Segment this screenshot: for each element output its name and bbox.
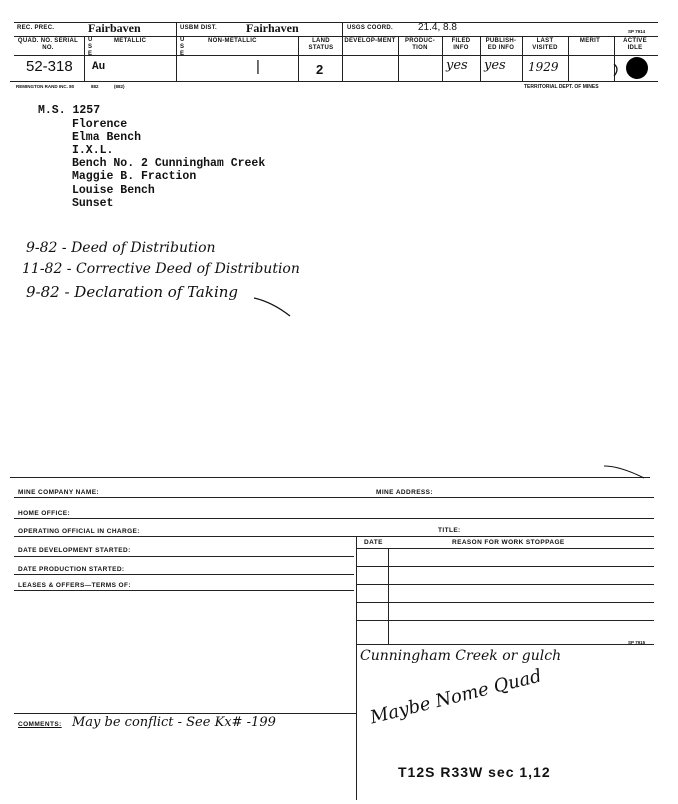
note-line: 9-82 - Deed of Distribution xyxy=(26,240,216,256)
note-line: 11-82 - Corrective Deed of Distribution xyxy=(22,261,300,277)
dept-label: TERRITORIAL DEPT. OF MINES xyxy=(524,84,599,90)
published-info-label: PUBLISH-ED INFO xyxy=(485,38,517,51)
mine-company-name-label: MINE COMPANY NAME: xyxy=(18,489,99,496)
land-status-value: 2 xyxy=(316,62,324,77)
quad-handwriting: Maybe Nome Quad xyxy=(368,665,544,729)
active-idle-marker xyxy=(606,54,654,82)
form-code-bottom: SP 7915 xyxy=(628,640,646,645)
active-dot xyxy=(626,57,648,79)
code-882-paren: (882) xyxy=(114,84,125,89)
quad-serial-label xyxy=(17,38,79,52)
usgs-coord-value: 21.4, 8.8 xyxy=(418,22,457,33)
leases-label: LEASES & OFFERS—TERMS OF: xyxy=(18,582,131,589)
note-underline-stroke xyxy=(250,296,300,320)
quad-label: QUAD. NO. xyxy=(17,38,53,44)
merit-label: MERIT xyxy=(579,38,601,44)
claim-name: Louise Bench xyxy=(72,183,155,197)
corner-stroke xyxy=(600,462,650,484)
land-status-label: LAND STATUS xyxy=(308,38,334,51)
metallic-label: METALLIC xyxy=(114,38,147,44)
rec-prec-label: REC. PREC. xyxy=(17,25,55,31)
filed-info-value: yes xyxy=(446,58,468,73)
use-letters: U S E xyxy=(88,37,93,57)
metallic-value: Au xyxy=(92,61,106,73)
usbm-dist-label: USBM DIST. xyxy=(180,25,218,31)
note-line: 9-82 - Declaration of Taking xyxy=(26,283,239,301)
claim-name: Elma Bench xyxy=(72,130,142,144)
claim-name: Bench No. 2 Cunningham Creek xyxy=(72,157,266,171)
last-visited-value: 1929 xyxy=(528,60,559,74)
code-882: 882 xyxy=(91,84,99,89)
claim-name: Maggie B. Fraction xyxy=(72,170,197,184)
location-handwriting: Cunningham Creek or gulch xyxy=(360,648,562,664)
title-label: TITLE: xyxy=(438,527,461,534)
home-office-label: HOME OFFICE: xyxy=(18,510,71,517)
quad-serial-value: 52-318 xyxy=(26,58,73,75)
township-handwriting: T12S R33W sec 1,12 xyxy=(398,764,551,780)
filed-info-label: FILED INFO xyxy=(451,38,471,51)
serial-label: SERIAL NO. xyxy=(42,38,79,51)
comments-label: COMMENTS: xyxy=(18,721,62,728)
usbm-dist-value: Fairhaven xyxy=(246,21,299,35)
active-idle-label: ACTIVE IDLE xyxy=(623,38,647,51)
claim-name: Sunset xyxy=(72,196,114,210)
claim-name: I.X.L. xyxy=(72,143,114,157)
nonmetallic-label: NON-METALLIC xyxy=(208,38,257,44)
development-label: DEVELOP-MENT xyxy=(344,38,396,44)
ms-number: M.S. 1257 xyxy=(38,104,101,117)
published-info-value: yes xyxy=(484,58,506,73)
claim-list xyxy=(72,118,265,210)
usgs-coord-label: USGS COORD. xyxy=(347,25,393,31)
date-development-label: DATE DEVELOPMENT STARTED: xyxy=(18,547,131,554)
printer-code: REMINGTON RAND INC. 80 xyxy=(16,84,75,89)
claim-name: Florence xyxy=(72,117,128,131)
mine-address-label: MINE ADDRESS: xyxy=(376,489,433,496)
form-code-top: SP 7914 xyxy=(628,29,646,34)
production-label: PRODUC-TION xyxy=(404,38,436,51)
comments-handwriting: May be conflict - See Kx# -199 xyxy=(72,715,276,730)
date-production-label: DATE PRODUCTION STARTED: xyxy=(18,566,125,573)
rec-prec-value: Fairbaven xyxy=(88,21,141,35)
bracket-mark xyxy=(614,64,617,76)
operating-official-label: OPERATING OFFICIAL IN CHARGE: xyxy=(18,528,140,535)
nonmetallic-value: | xyxy=(256,58,260,75)
date-column-label: DATE xyxy=(364,539,383,546)
use-letters-2: U S E xyxy=(180,37,185,57)
last-visited-label: LAST VISITED xyxy=(532,38,558,51)
reason-column-label: REASON FOR WORK STOPPAGE xyxy=(452,539,565,546)
